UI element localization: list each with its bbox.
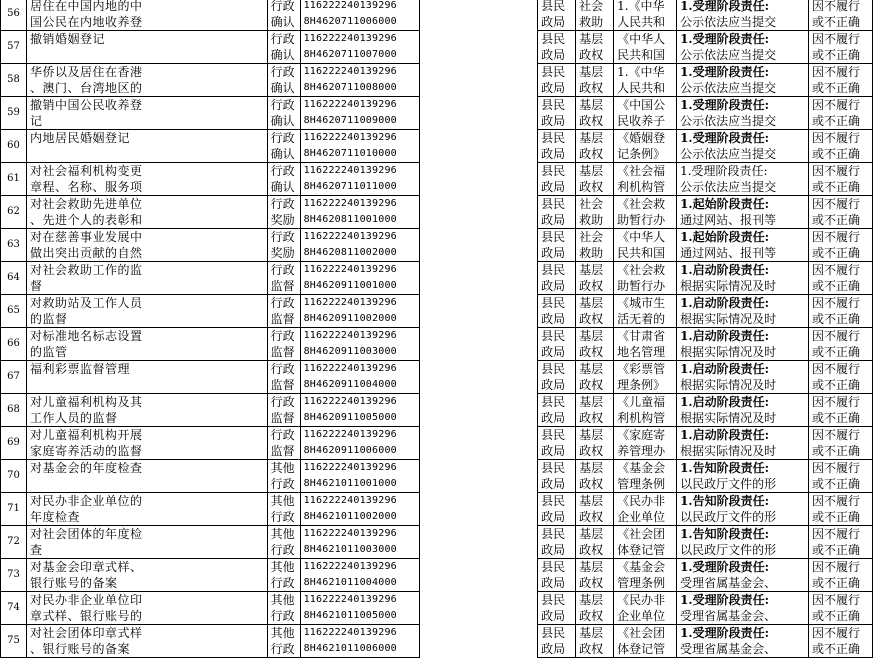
division: 基层 政权 xyxy=(576,97,614,130)
item-type: 行政 确认 xyxy=(267,163,300,196)
blank-column xyxy=(419,262,538,295)
department: 县民 政局 xyxy=(538,295,576,328)
item-type: 行政 监督 xyxy=(267,361,300,394)
row-number: 63 xyxy=(1,229,27,262)
item-type: 其他 行政 xyxy=(267,592,300,625)
item-code: 116222240139296 8H4620711011000 xyxy=(300,163,419,196)
responsibility: 1.受理阶段责任: 公示依法应当提交 xyxy=(677,97,809,130)
accountability: 因不履行 或不正确 xyxy=(808,427,872,460)
item-code: 116222240139296 8H4620711009000 xyxy=(300,97,419,130)
table-row xyxy=(1,295,873,328)
item-code: 116222240139296 8H4621011006000 xyxy=(300,625,419,658)
legal-basis: 《社会团 体登记管 xyxy=(614,625,677,658)
department: 县民 政局 xyxy=(538,592,576,625)
department: 县民 政局 xyxy=(538,130,576,163)
accountability: 因不履行 或不正确 xyxy=(808,493,872,526)
legal-basis: 《儿童福 利机构管 xyxy=(614,394,677,427)
table-row xyxy=(1,394,873,427)
accountability: 因不履行 或不正确 xyxy=(808,394,872,427)
blank-column xyxy=(419,427,538,460)
department: 县民 政局 xyxy=(538,262,576,295)
table-row xyxy=(1,196,873,229)
division: 基层 政权 xyxy=(576,526,614,559)
division: 基层 政权 xyxy=(576,592,614,625)
legal-basis: 《婚姻登 记条例》 xyxy=(614,130,677,163)
accountability: 因不履行 或不正确 xyxy=(808,196,872,229)
item-type: 其他 行政 xyxy=(267,526,300,559)
item-code: 116222240139296 8H4620911002000 xyxy=(300,295,419,328)
responsibility: 1.受理阶段责任: 公示依法应当提交 xyxy=(677,0,809,31)
item-type: 行政 监督 xyxy=(267,295,300,328)
table-row xyxy=(1,163,873,196)
blank-column xyxy=(419,394,538,427)
responsibility-stage: 1.启动阶段责任: xyxy=(680,395,770,409)
item-type: 行政 确认 xyxy=(267,0,300,31)
responsibility-stage: 1.受理阶段责任: xyxy=(680,98,770,112)
responsibility: 1.受理阶段责任: 受理省属基金会、 xyxy=(677,625,809,658)
department: 县民 政局 xyxy=(538,625,576,658)
department: 县民 政局 xyxy=(538,64,576,97)
table-row xyxy=(1,526,873,559)
blank-column xyxy=(419,130,538,163)
division: 社会 救助 xyxy=(576,0,614,31)
item-name: 内地居民婚姻登记 xyxy=(26,130,267,163)
legal-basis: 《彩票管 理条例》 xyxy=(614,361,677,394)
department: 县民 政局 xyxy=(538,0,576,31)
item-type: 行政 奖励 xyxy=(267,196,300,229)
table-row xyxy=(1,493,873,526)
division: 社会 救助 xyxy=(576,196,614,229)
division: 基层 政权 xyxy=(576,295,614,328)
row-number: 69 xyxy=(1,427,27,460)
division: 基层 政权 xyxy=(576,559,614,592)
item-name: 居住在中国内地的中 国公民在内地收养登 xyxy=(26,0,267,31)
legal-basis: 《基金会 管理条例 xyxy=(614,559,677,592)
responsibility-stage: 1.启动阶段责任: xyxy=(680,329,770,343)
department: 县民 政局 xyxy=(538,427,576,460)
legal-basis: 《社会团 体登记管 xyxy=(614,526,677,559)
item-name: 对社会团体印章式样 、银行账号的备案 xyxy=(26,625,267,658)
row-number: 59 xyxy=(1,97,27,130)
responsibility-stage: 1.启动阶段责任: xyxy=(680,362,770,376)
responsibility-stage: 1.告知阶段责任: xyxy=(680,527,770,541)
item-type: 行政 奖励 xyxy=(267,229,300,262)
row-number: 60 xyxy=(1,130,27,163)
item-type: 行政 确认 xyxy=(267,97,300,130)
division: 基层 政权 xyxy=(576,163,614,196)
item-code: 116222240139296 8H4621011002000 xyxy=(300,493,419,526)
item-name: 对社会救助先进单位 、先进个人的表彰和 xyxy=(26,196,267,229)
responsibility: 1.告知阶段责任: 以民政厅文件的形 xyxy=(677,460,809,493)
responsibility: 1.启动阶段责任: 根据实际情况及时 xyxy=(677,262,809,295)
item-type: 其他 行政 xyxy=(267,625,300,658)
item-type: 其他 行政 xyxy=(267,559,300,592)
responsibility-stage: 1.启动阶段责任: xyxy=(680,296,770,310)
responsibility: 1.启动阶段责任: 根据实际情况及时 xyxy=(677,295,809,328)
legal-basis: 《城市生 活无着的 xyxy=(614,295,677,328)
responsibility-stage: 1.起始阶段责任: xyxy=(680,230,770,244)
division: 基层 政权 xyxy=(576,460,614,493)
legal-basis: 《中国公 民收养子 xyxy=(614,97,677,130)
department: 县民 政局 xyxy=(538,559,576,592)
division: 基层 政权 xyxy=(576,361,614,394)
accountability: 因不履行 或不正确 xyxy=(808,559,872,592)
responsibility-stage: 1.启动阶段责任: xyxy=(680,428,770,442)
division: 基层 政权 xyxy=(576,625,614,658)
row-number: 71 xyxy=(1,493,27,526)
responsibility: 1.受理阶段责任: 受理省属基金会、 xyxy=(677,559,809,592)
division: 社会 救助 xyxy=(576,229,614,262)
department: 县民 政局 xyxy=(538,328,576,361)
accountability: 因不履行 或不正确 xyxy=(808,361,872,394)
row-number: 65 xyxy=(1,295,27,328)
table-row xyxy=(1,625,873,658)
responsibility-stage: 1.告知阶段责任: xyxy=(680,494,770,508)
row-number: 74 xyxy=(1,592,27,625)
legal-basis: 《中华人 民共和国 xyxy=(614,31,677,64)
blank-column xyxy=(419,592,538,625)
blank-column xyxy=(419,0,538,31)
item-code: 116222240139296 8H4620911005000 xyxy=(300,394,419,427)
responsibility-stage: 1.告知阶段责任: xyxy=(680,461,770,475)
item-name: 对在慈善事业发展中 做出突出贡献的自然 xyxy=(26,229,267,262)
blank-column xyxy=(419,97,538,130)
division: 基层 政权 xyxy=(576,130,614,163)
item-type: 行政 监督 xyxy=(267,328,300,361)
division: 基层 政权 xyxy=(576,493,614,526)
accountability: 因不履行 或不正确 xyxy=(808,31,872,64)
accountability: 因不履行 或不正确 xyxy=(808,130,872,163)
department: 县民 政局 xyxy=(538,163,576,196)
item-name: 对民办非企业单位印 章式样、银行账号的 xyxy=(26,592,267,625)
responsibility: 1.起始阶段责任: 通过网站、报刊等 xyxy=(677,229,809,262)
item-name: 对儿童福利机构及其 工作人员的监督 xyxy=(26,394,267,427)
item-code: 116222240139296 8H4620711006000 xyxy=(300,0,419,31)
table-row xyxy=(1,592,873,625)
accountability: 因不履行 或不正确 xyxy=(808,460,872,493)
responsibility: 1.启动阶段责任: 根据实际情况及时 xyxy=(677,328,809,361)
legal-basis: 《基金会 管理条例 xyxy=(614,460,677,493)
responsibility-stage: 1.受理阶段责任: xyxy=(680,593,770,607)
blank-column xyxy=(419,493,538,526)
item-code: 116222240139296 8H4621011005000 xyxy=(300,592,419,625)
responsibility: 1.启动阶段责任: 根据实际情况及时 xyxy=(677,394,809,427)
legal-basis: 《社会救 助暂行办 xyxy=(614,262,677,295)
division: 基层 政权 xyxy=(576,328,614,361)
department: 县民 政局 xyxy=(538,229,576,262)
responsibility-stage: 1.受理阶段责任: xyxy=(680,65,770,79)
item-name: 对社会团体的年度检 查 xyxy=(26,526,267,559)
table-row xyxy=(1,64,873,97)
blank-column xyxy=(419,64,538,97)
division: 基层 政权 xyxy=(576,394,614,427)
row-number: 73 xyxy=(1,559,27,592)
table-row xyxy=(1,361,873,394)
legal-basis: 《社会福 利机构管 xyxy=(614,163,677,196)
table-row xyxy=(1,460,873,493)
row-number: 57 xyxy=(1,31,27,64)
accountability: 因不履行 或不正确 xyxy=(808,625,872,658)
row-number: 75 xyxy=(1,625,27,658)
item-name: 撤销婚姻登记 xyxy=(26,31,267,64)
division: 基层 政权 xyxy=(576,64,614,97)
row-number: 66 xyxy=(1,328,27,361)
department: 县民 政局 xyxy=(538,196,576,229)
legal-basis: 《家庭寄 养管理办 xyxy=(614,427,677,460)
legal-basis: 1.《中华 人民共和 xyxy=(614,0,677,31)
table-body xyxy=(1,0,873,658)
department: 县民 政局 xyxy=(538,460,576,493)
blank-column xyxy=(419,295,538,328)
responsibility-stage: 1.受理阶段责任: xyxy=(680,560,770,574)
legal-basis: 《民办非 企业单位 xyxy=(614,592,677,625)
row-number: 58 xyxy=(1,64,27,97)
row-number: 64 xyxy=(1,262,27,295)
item-name: 撤销中国公民收养登 记 xyxy=(26,97,267,130)
accountability: 因不履行 或不正确 xyxy=(808,295,872,328)
division: 基层 政权 xyxy=(576,427,614,460)
item-type: 行政 确认 xyxy=(267,64,300,97)
accountability: 因不履行 或不正确 xyxy=(808,163,872,196)
responsibility: 1.受理阶段责任: 公示依法应当提交 xyxy=(677,31,809,64)
row-number: 67 xyxy=(1,361,27,394)
item-name: 对救助站及工作人员 的监督 xyxy=(26,295,267,328)
item-name: 对标准地名标志设置 的监管 xyxy=(26,328,267,361)
blank-column xyxy=(419,361,538,394)
item-code: 116222240139296 8H4620911001000 xyxy=(300,262,419,295)
department: 县民 政局 xyxy=(538,361,576,394)
item-type: 行政 监督 xyxy=(267,262,300,295)
table-row xyxy=(1,0,873,31)
accountability: 因不履行 或不正确 xyxy=(808,526,872,559)
item-name: 对基金会的年度检查 xyxy=(26,460,267,493)
responsibility: 1.告知阶段责任: 以民政厅文件的形 xyxy=(677,526,809,559)
table-row xyxy=(1,559,873,592)
blank-column xyxy=(419,460,538,493)
responsibility-stage: 1.受理阶段责任: xyxy=(680,131,770,145)
department: 县民 政局 xyxy=(538,493,576,526)
legal-basis: 《中华人 民共和国 xyxy=(614,229,677,262)
blank-column xyxy=(419,526,538,559)
item-code: 116222240139296 8H4620811002000 xyxy=(300,229,419,262)
table-row xyxy=(1,130,873,163)
responsibility: 1.受理阶段责任: 公示依法应当提交 xyxy=(677,163,809,196)
accountability: 因不履行 或不正确 xyxy=(808,64,872,97)
row-number: 62 xyxy=(1,196,27,229)
responsibility-stage: 1.起始阶段责任: xyxy=(680,197,770,211)
item-code: 116222240139296 8H4620711010000 xyxy=(300,130,419,163)
item-name: 华侨以及居住在香港 、澳门、台湾地区的 xyxy=(26,64,267,97)
item-name: 对基金会印章式样、 银行账号的备案 xyxy=(26,559,267,592)
table-row xyxy=(1,229,873,262)
department: 县民 政局 xyxy=(538,526,576,559)
item-type: 行政 监督 xyxy=(267,427,300,460)
blank-column xyxy=(419,328,538,361)
item-code: 116222240139296 8H4620711008000 xyxy=(300,64,419,97)
blank-column xyxy=(419,559,538,592)
department: 县民 政局 xyxy=(538,31,576,64)
item-type: 行政 监督 xyxy=(267,394,300,427)
item-name: 对社会救助工作的监 督 xyxy=(26,262,267,295)
department: 县民 政局 xyxy=(538,394,576,427)
item-type: 其他 行政 xyxy=(267,493,300,526)
department: 县民 政局 xyxy=(538,97,576,130)
item-code: 116222240139296 8H4620911004000 xyxy=(300,361,419,394)
row-number: 72 xyxy=(1,526,27,559)
table-row xyxy=(1,262,873,295)
table-row xyxy=(1,328,873,361)
legal-basis: 《社会救 助暂行办 xyxy=(614,196,677,229)
responsibility-stage: 1.受理阶段责任: xyxy=(680,626,770,640)
legal-basis: 《民办非 企业单位 xyxy=(614,493,677,526)
item-name: 对民办非企业单位的 年度检查 xyxy=(26,493,267,526)
accountability: 因不履行 或不正确 xyxy=(808,0,872,31)
table-row xyxy=(1,427,873,460)
item-code: 116222240139296 8H4620711007000 xyxy=(300,31,419,64)
row-number: 68 xyxy=(1,394,27,427)
table-row xyxy=(1,97,873,130)
responsibility: 1.起始阶段责任: 通过网站、报刊等 xyxy=(677,196,809,229)
table-row xyxy=(1,31,873,64)
responsibility-stage: 1.受理阶段责任: xyxy=(680,0,770,13)
item-code: 116222240139296 8H4620811001000 xyxy=(300,196,419,229)
responsibility: 1.受理阶段责任: 受理省属基金会、 xyxy=(677,592,809,625)
item-code: 116222240139296 8H4621011001000 xyxy=(300,460,419,493)
legal-basis: 1.《中华 人民共和 xyxy=(614,64,677,97)
item-type: 行政 确认 xyxy=(267,130,300,163)
row-number: 70 xyxy=(1,460,27,493)
accountability: 因不履行 或不正确 xyxy=(808,262,872,295)
legal-basis: 《甘肃省 地名管理 xyxy=(614,328,677,361)
item-name: 福利彩票监督管理 xyxy=(26,361,267,394)
accountability: 因不履行 或不正确 xyxy=(808,328,872,361)
item-code: 116222240139296 8H4621011003000 xyxy=(300,526,419,559)
item-type: 其他 行政 xyxy=(267,460,300,493)
blank-column xyxy=(419,196,538,229)
division: 基层 政权 xyxy=(576,262,614,295)
responsibility: 1.启动阶段责任: 根据实际情况及时 xyxy=(677,361,809,394)
responsibility: 1.告知阶段责任: 以民政厅文件的形 xyxy=(677,493,809,526)
blank-column xyxy=(419,163,538,196)
item-name: 对儿童福利机构开展 家庭寄养活动的监督 xyxy=(26,427,267,460)
blank-column xyxy=(419,31,538,64)
row-number: 61 xyxy=(1,163,27,196)
responsibility: 1.受理阶段责任: 公示依法应当提交 xyxy=(677,130,809,163)
division: 基层 政权 xyxy=(576,31,614,64)
item-name: 对社会福利机构变更 章程、名称、服务项 xyxy=(26,163,267,196)
item-code: 116222240139296 8H4621011004000 xyxy=(300,559,419,592)
responsibility: 1.受理阶段责任: 公示依法应当提交 xyxy=(677,64,809,97)
responsibility-stage: 1.启动阶段责任: xyxy=(680,263,770,277)
responsibility-stage: 1.受理阶段责任: xyxy=(680,32,770,46)
responsibility: 1.启动阶段责任: 根据实际情况及时 xyxy=(677,427,809,460)
accountability: 因不履行 或不正确 xyxy=(808,592,872,625)
accountability: 因不履行 或不正确 xyxy=(808,229,872,262)
item-type: 行政 确认 xyxy=(267,31,300,64)
item-code: 116222240139296 8H4620911003000 xyxy=(300,328,419,361)
row-number: 56 xyxy=(1,0,27,31)
item-code: 116222240139296 8H4620911006000 xyxy=(300,427,419,460)
blank-column xyxy=(419,229,538,262)
blank-column xyxy=(419,625,538,658)
accountability: 因不履行 或不正确 xyxy=(808,97,872,130)
